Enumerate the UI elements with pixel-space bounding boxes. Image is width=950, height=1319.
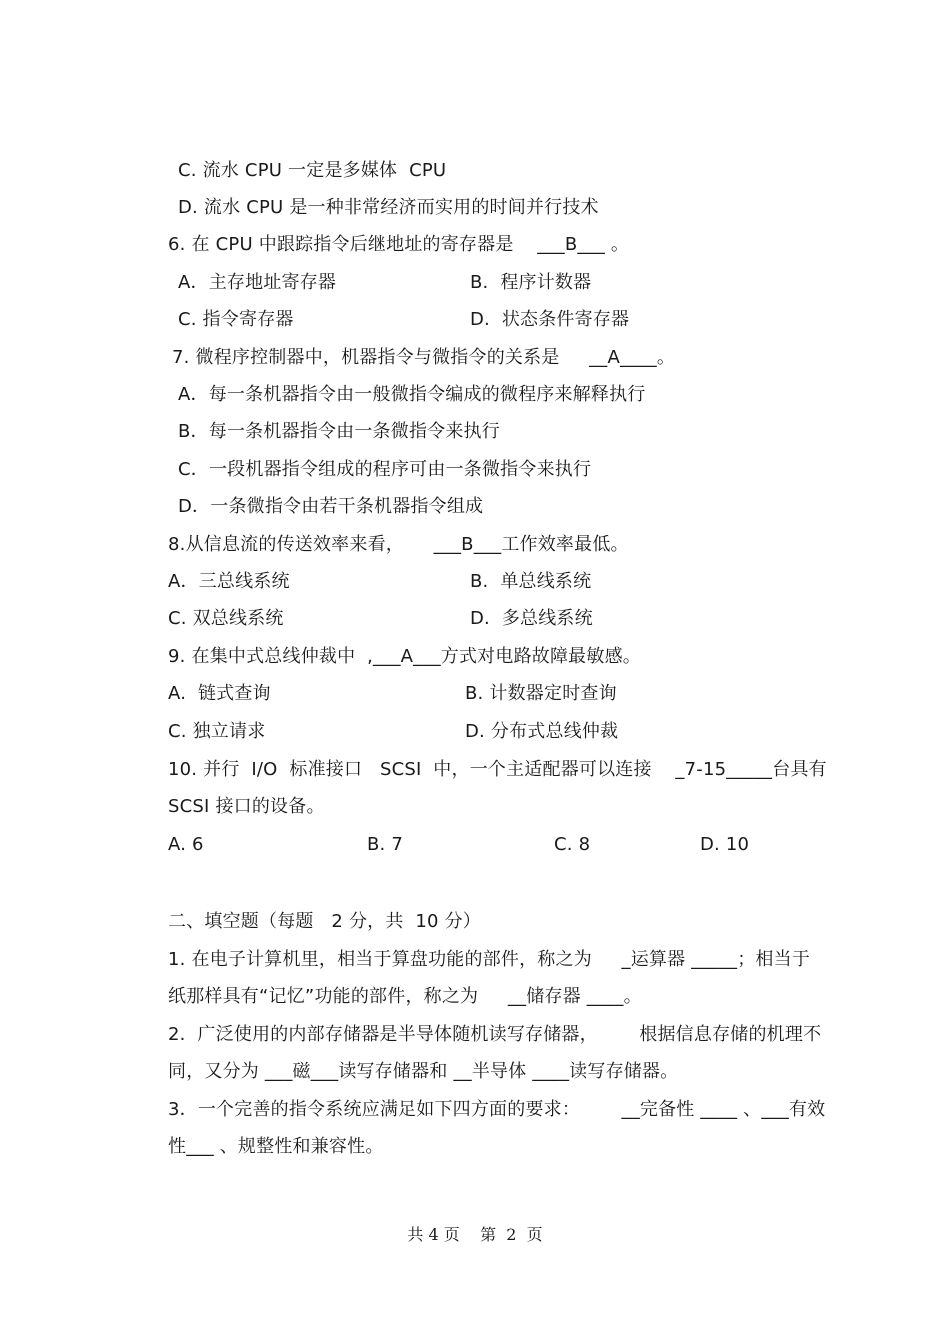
q6-option-d: D. 状态条件寄存器 [470, 309, 630, 330]
fill3-line2: 性___ 、规整性和兼容性。 [168, 1136, 384, 1157]
q10-option-b: B. 7 [367, 834, 404, 855]
q7-stem: 7. 微程序控制器中，机器指令与微指令的关系是 __A____。 [172, 347, 676, 368]
fill2-line1: 2. 广泛使用的内部存储器是半导体随机读写存储器， 根据信息存储的机理不 [168, 1024, 822, 1045]
q9-option-d: D. 分布式总线仲裁 [465, 721, 619, 742]
q8-option-b: B. 单总线系统 [470, 571, 592, 592]
page-footer: 共 4 页 第 2 页 [407, 1225, 543, 1244]
q9-option-c: C. 独立请求 [168, 721, 266, 742]
q10-option-d: D. 10 [700, 834, 750, 855]
q10-stem-line2: SCSI 接口的设备。 [168, 796, 325, 817]
q9-option-b: B. 计数器定时查询 [465, 683, 617, 704]
q8-option-a: A．三总线系统 [168, 571, 290, 592]
q5-option-d: D. 流水 CPU 是一种非常经济而实用的时间并行技术 [178, 197, 599, 218]
q10-option-a: A. 6 [168, 834, 204, 855]
q5-option-c: C. 流水 CPU 一定是多媒体 CPU [178, 160, 447, 181]
q8-option-d: D. 多总线系统 [470, 608, 593, 629]
q7-option-c: C．一段机器指令组成的程序可由一条微指令来执行 [178, 459, 592, 480]
q9-option-a: A. 链式查询 [168, 683, 271, 704]
q6-stem: 6. 在 CPU 中跟踪指令后继地址的寄存器是 ___B___ 。 [168, 234, 630, 255]
fill3-line1: 3．一个完善的指令系统应满足如下四方面的要求： __完备性 ____ 、___有效 [168, 1099, 826, 1120]
fill2-line2: 同，又分为 ___磁___读写存储器和 __半导体 ____读写存储器。 [168, 1061, 679, 1082]
q7-option-a: A．每一条机器指令由一般微指令编成的微程序来解释执行 [178, 384, 646, 405]
q10-option-c: C. 8 [554, 834, 591, 855]
q9-stem: 9. 在集中式总线仲裁中 ,___A___方式对电路故障最敏感。 [168, 646, 641, 667]
q8-stem: 8.从信息流的传送效率来看， ___B___工作效率最低。 [168, 534, 629, 555]
q8-option-c: C. 双总线系统 [168, 608, 284, 629]
q7-option-d: D．一条微指令由若干条机器指令组成 [178, 496, 484, 517]
section2-title: 二、填空题（每题 2 分，共 10 分） [168, 911, 482, 932]
fill1-line1: 1. 在电子计算机里，相当于算盘功能的部件，称之为 _运算器 _____；相当于 [168, 949, 811, 970]
q6-option-a: A．主存地址寄存器 [178, 272, 337, 293]
q10-stem-line1: 10. 并行 I/O 标准接口 SCSI 中，一个主适配器可以连接 _7-15_____台具有 [168, 759, 827, 780]
q7-option-b: B．每一条机器指令由一条微指令来执行 [178, 421, 500, 442]
fill1-line2: 纸那样具有“记忆”功能的部件，称之为 __储存器 ____。 [168, 986, 642, 1007]
q6-option-b: B. 程序计数器 [470, 272, 592, 293]
q6-option-c: C. 指令寄存器 [178, 309, 294, 330]
